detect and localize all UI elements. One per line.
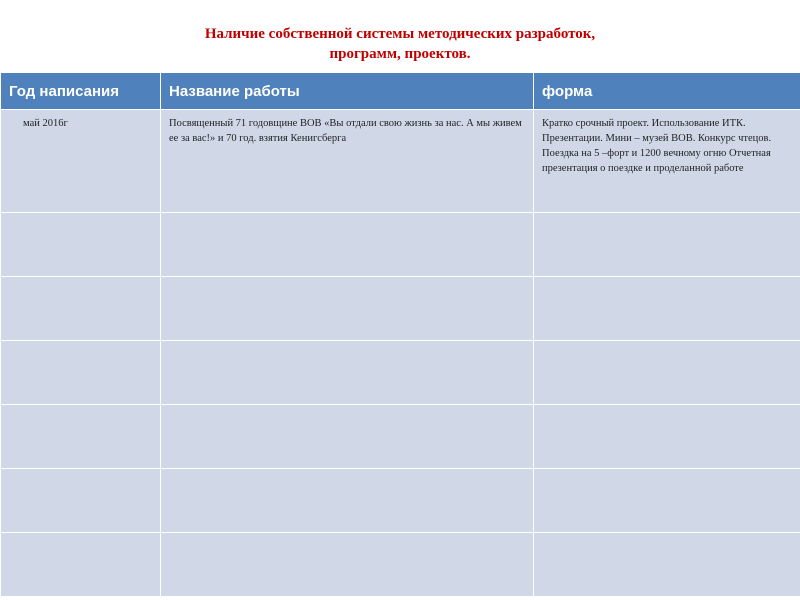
cell-year: май 2016г <box>1 110 161 213</box>
page-title <box>0 24 800 64</box>
table-row <box>1 469 800 533</box>
header-year: Год написания <box>1 73 161 110</box>
title-line-1: Наличие собственной системы методических разработок, <box>204 26 596 42</box>
table-row <box>1 110 800 213</box>
cell-form <box>534 405 800 469</box>
cell-form <box>534 469 800 533</box>
cell-form <box>534 341 800 405</box>
cell-title <box>161 469 534 533</box>
table-header-row <box>1 73 800 110</box>
cell-year <box>1 213 161 277</box>
cell-title: Посвященный 71 годовщине ВОВ «Вы отдали свою жизнь за нас. А мы живем ее за вас!» и 70 год. взятия Кенигсберга <box>161 110 534 213</box>
header-title: Название работы <box>161 73 534 110</box>
header-form: форма <box>534 73 800 110</box>
title-line-2: программ, проектов. <box>329 46 471 62</box>
cell-year <box>1 469 161 533</box>
cell-year <box>1 405 161 469</box>
cell-title <box>161 533 534 597</box>
table-row <box>1 405 800 469</box>
cell-form <box>534 277 800 341</box>
cell-form <box>534 213 800 277</box>
cell-title <box>161 277 534 341</box>
table-row <box>1 277 800 341</box>
cell-year <box>1 341 161 405</box>
cell-form: Кратко срочный проект. Использование ИТК. Презентации. Мини – музей ВОВ. Конкурс чтецов. Поездка на 5 –форт и 1200 вечному огню Отчетная презентация о поездке и проделанной работе <box>534 110 800 213</box>
methodical-works-table <box>0 72 800 597</box>
table-row <box>1 213 800 277</box>
cell-title <box>161 405 534 469</box>
cell-year <box>1 533 161 597</box>
table-row <box>1 341 800 405</box>
cell-year <box>1 277 161 341</box>
cell-form <box>534 533 800 597</box>
table-row <box>1 533 800 597</box>
cell-title <box>161 341 534 405</box>
cell-title <box>161 213 534 277</box>
